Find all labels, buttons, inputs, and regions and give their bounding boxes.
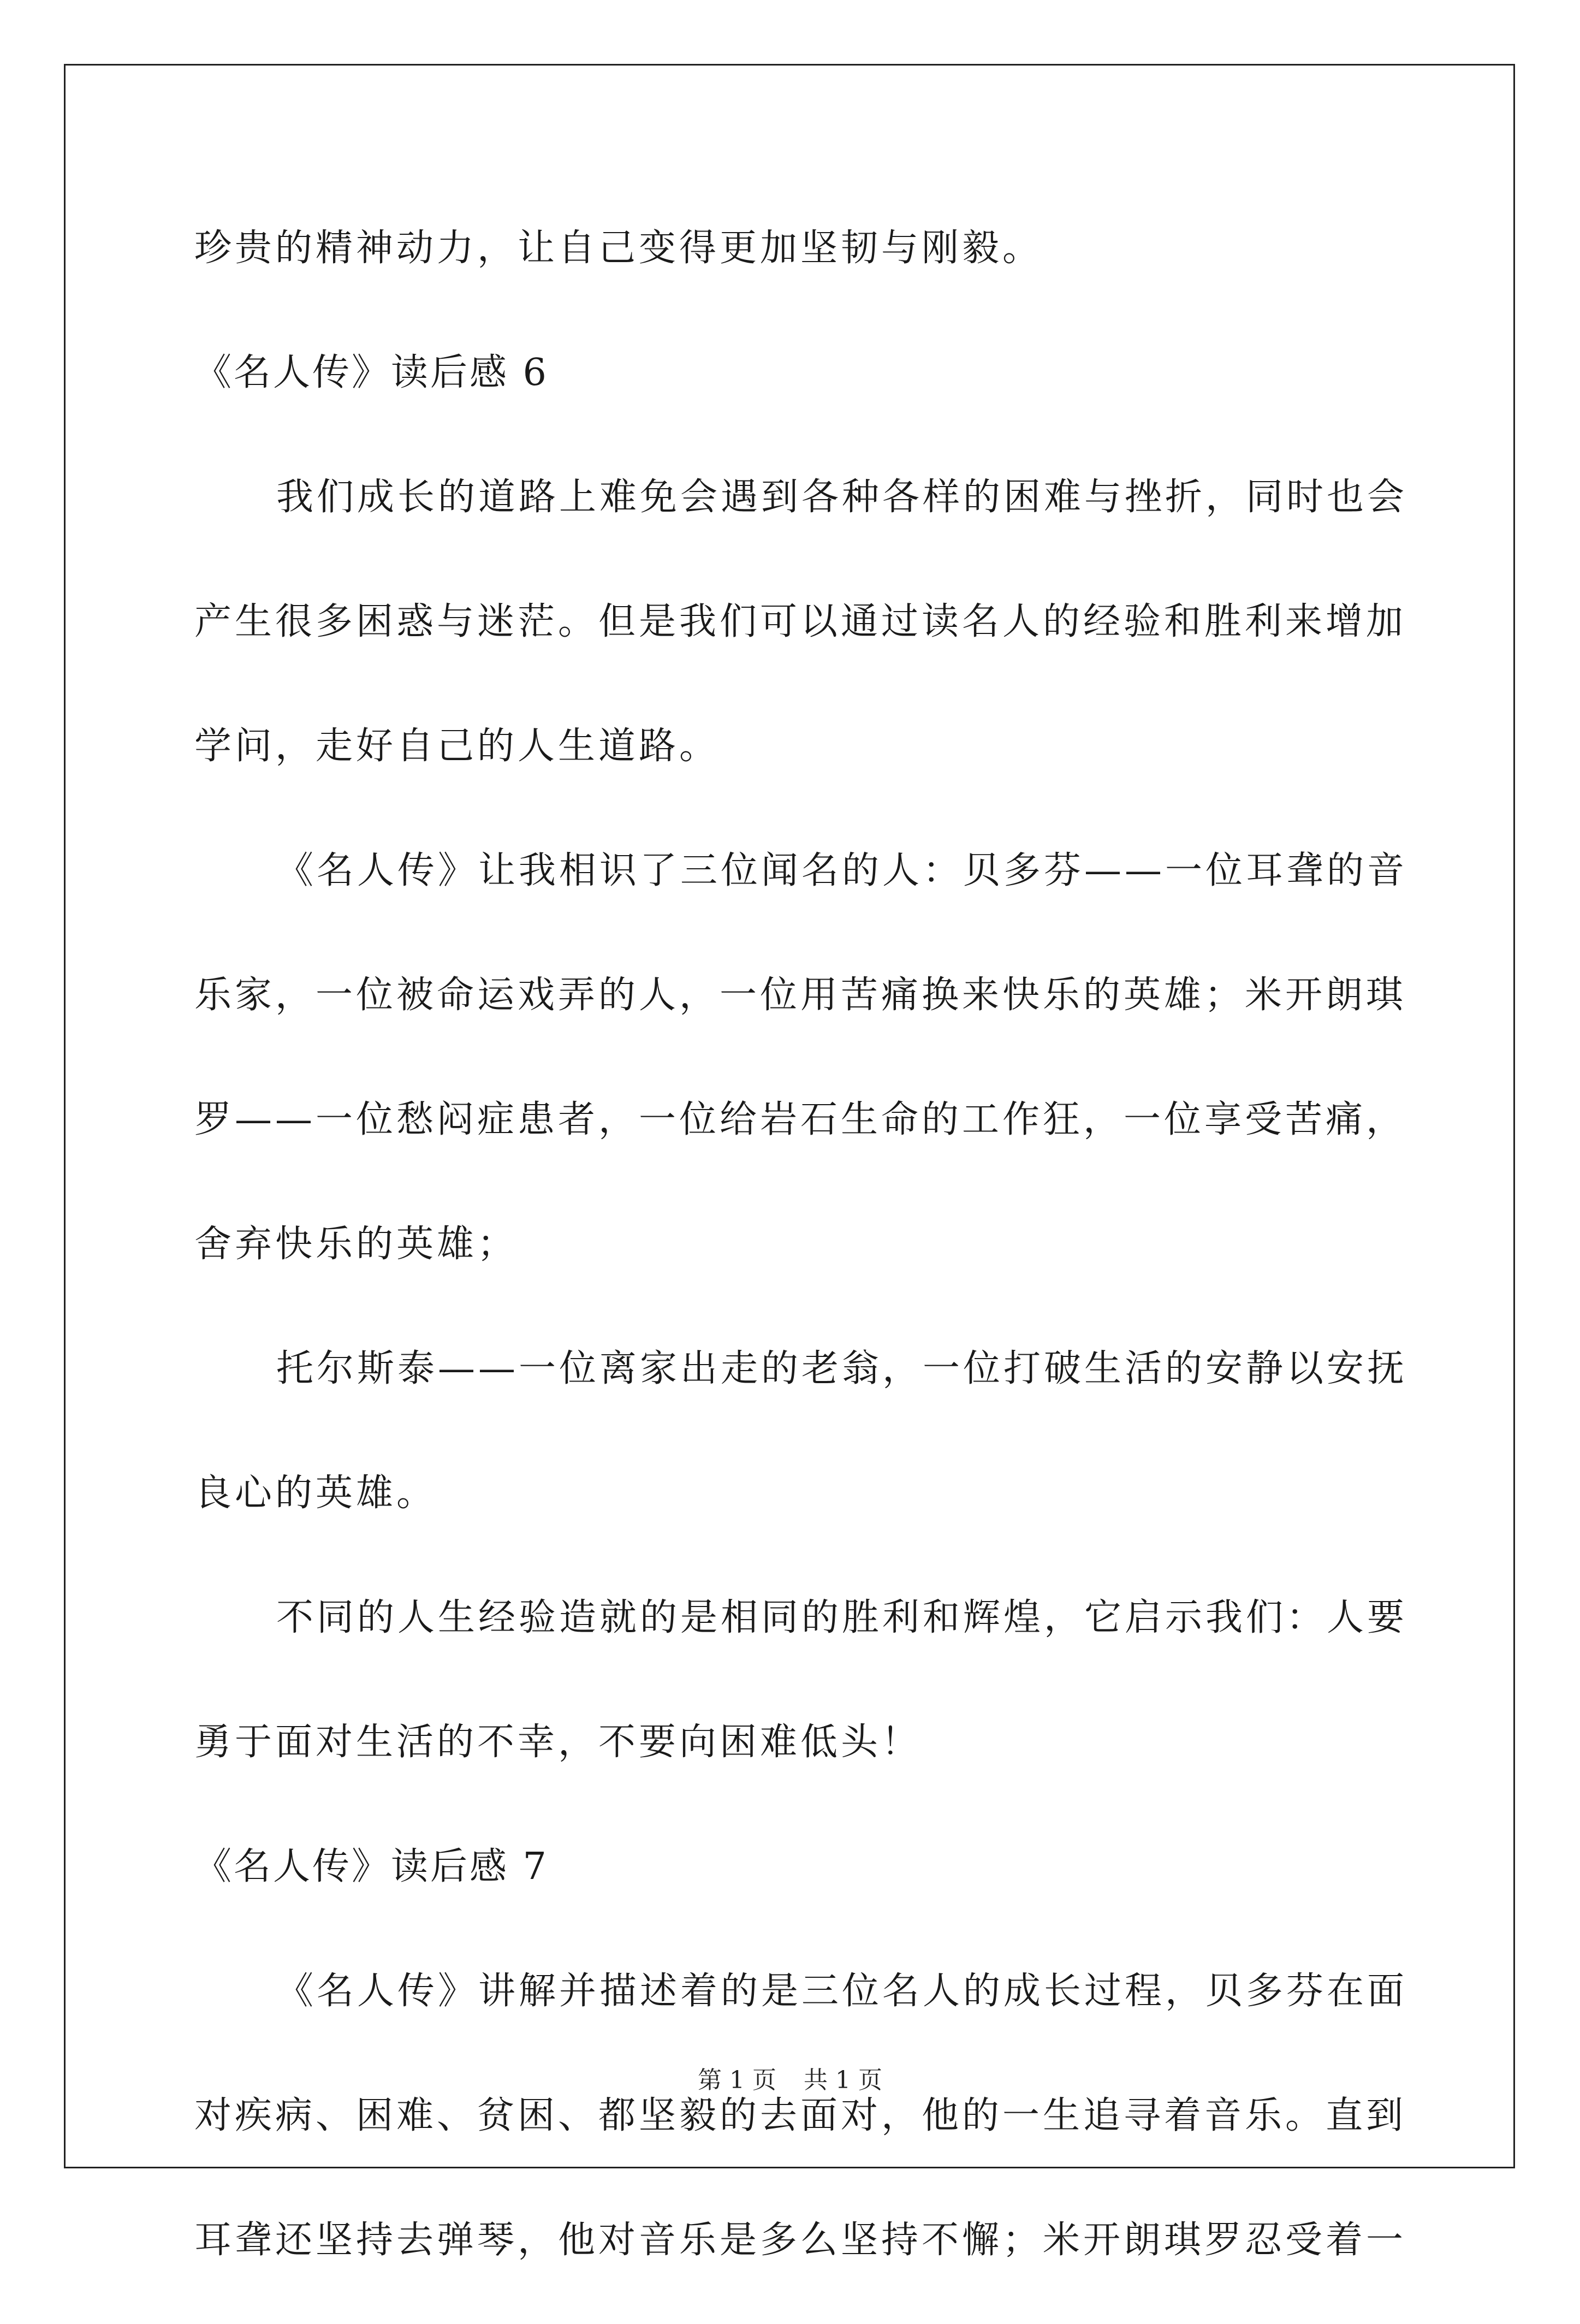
section-heading: 《名人传》读后感 6 — [194, 351, 549, 394]
paragraph-line: 珍贵的精神动力，让自己变得更加坚韧与刚毅。 — [194, 227, 1043, 270]
page-number-total: 共 1 页 — [804, 2066, 882, 2094]
paragraph-line: 托尔斯泰——一位离家出走的老翁，一位打破生活的安静以安抚 — [276, 1347, 1408, 1390]
paragraph-line: 《名人传》讲解并描述着的是三位名人的成长过程，贝多芬在面 — [276, 1970, 1408, 2013]
paragraph-line: 对疾病、困难、贫困、都坚毅的去面对，他的一生追寻着音乐。直到 — [194, 2094, 1407, 2137]
paragraph-line: 学问，走好自己的人生道路。 — [194, 725, 720, 768]
section-heading: 《名人传》读后感 7 — [194, 1845, 549, 1888]
paragraph-line: 产生很多困惑与迷茫。但是我们可以通过读名人的经验和胜利来增加 — [194, 600, 1407, 643]
document-body — [194, 208, 1408, 2324]
paragraph-line: 罗——一位愁闷症患者，一位给岩石生命的工作狂，一位享受苦痛， — [194, 1098, 1407, 1141]
page-number-current: 第 1 页 — [698, 2066, 776, 2094]
paragraph-line: 不同的人生经验造就的是相同的胜利和辉煌，它启示我们：人要 — [276, 1596, 1408, 1639]
paragraph-line: 耳聋还坚持去弹琴，他对音乐是多么坚持不懈；米开朗琪罗忍受着一 — [194, 2219, 1407, 2262]
page-footer — [0, 2064, 1580, 2097]
paragraph-line: 《名人传》让我相识了三位闻名的人：贝多芬——一位耳聋的音 — [276, 849, 1408, 892]
paragraph-line: 我们成长的道路上难免会遇到各种各样的困难与挫折，同时也会 — [276, 476, 1408, 519]
paragraph-line: 良心的英雄。 — [194, 1472, 437, 1515]
paragraph-line: 乐家，一位被命运戏弄的人，一位用苦痛换来快乐的英雄；米开朗琪 — [194, 974, 1407, 1017]
paragraph-line: 舍弃快乐的英雄； — [194, 1223, 518, 1266]
paragraph-line: 勇于面对生活的不幸，不要向困难低头！ — [194, 1721, 922, 1764]
